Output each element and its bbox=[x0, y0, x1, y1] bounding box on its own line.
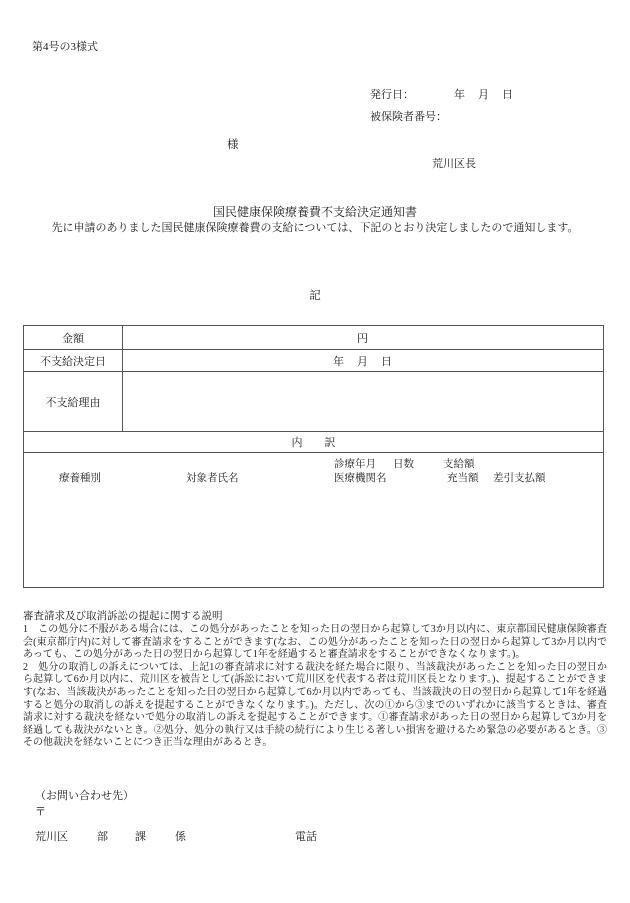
contact-ward: 荒川区 bbox=[35, 831, 68, 843]
decision-table bbox=[23, 325, 604, 588]
contact-section: 課 bbox=[135, 831, 146, 843]
contact-subsection: 係 bbox=[175, 831, 186, 843]
column-target-name: 対象者氏名 bbox=[186, 473, 239, 484]
breakdown-title: 内 訳 bbox=[24, 432, 603, 453]
issuer-name: 荒川区長 bbox=[432, 158, 476, 170]
contact-heading: （お問い合わせ先） bbox=[35, 790, 134, 802]
appeal-paragraph-1: 1 この処分に不服がある場合には、この処分があったことを知った日の翌日から起算して3か月以内に、東京都国民健康保険審査会(東京都庁内)に対して審査請求をすることができます(なお、この処分があったことを知った日の翌日から起算して3か月以内であっても、この処分があった日の翌日から起算して1年を経過すると審査請求をすることができなくなります。)。 bbox=[23, 624, 607, 661]
column-treatment-month: 診療年月 bbox=[334, 459, 376, 470]
appeal-heading: 審査請求及び取消訴訟の提起に関する説明 bbox=[23, 611, 223, 622]
issue-date-value: 年 月 日 bbox=[454, 89, 514, 101]
amount-value: 円 bbox=[357, 332, 369, 345]
appeal-explanation-block bbox=[23, 608, 607, 750]
amount-label: 金額 bbox=[24, 326, 123, 349]
contact-department: 部 bbox=[97, 831, 108, 843]
table-row-decision-date bbox=[24, 350, 603, 372]
table-row-reason bbox=[24, 372, 603, 432]
insured-number-label: 被保険者番号： bbox=[370, 111, 447, 123]
column-days: 日数 bbox=[393, 459, 414, 470]
column-medical-institution: 医療機関名 bbox=[334, 473, 387, 484]
reason-label: 不支給理由 bbox=[24, 372, 123, 431]
table-row-amount bbox=[24, 326, 603, 350]
reason-value bbox=[123, 372, 603, 431]
column-payment-amount: 支給額 bbox=[443, 459, 475, 470]
issue-date-label: 発行日： bbox=[370, 89, 414, 101]
postal-mark: 〒 bbox=[35, 806, 46, 818]
decision-date-label: 不支給決定日 bbox=[24, 350, 123, 371]
appeal-paragraph-2: 2 処分の取消しの訴えについては、上記1の審査請求に対する裁決を経た場合に限り、当該裁決があったことを知った日の翌日から起算して6か月以内に、荒川区を被告として(訴訟において荒川区を代表する者は荒川区長となります。)、提起することができます(なお、当該裁決があったことを知った日の翌日から起算して6か月以内であっても、当該裁決の日の翌日から起算して1年を経過すると処分の取消しの訴えを提起することができなくなります。)。ただし、次の①から③までのいずれかに該当するときは、審査請求に対する裁決を経ないで処分の取消しの訴えを提起することができます。①審査請求があった日の翌日から起算して3か月を経過しても裁決がないとき。②処分、処分の執行又は手続の続行により生じる著しい損害を避けるため緊急の必要があるとき。③その他裁決を経ないことにつき正当な理由があるとき。 bbox=[23, 661, 607, 749]
notice-body-text: 先に申請のありました国民健康保険療養費の支給については、下記のとおり決定しましたので通知します。 bbox=[51, 222, 579, 234]
contact-phone-label: 電話 bbox=[295, 831, 317, 843]
record-marker: 記 bbox=[309, 290, 321, 302]
column-appropriation-amount: 充当額 bbox=[447, 473, 479, 484]
issue-date-row bbox=[370, 86, 514, 102]
decision-date-value: 年 月 日 bbox=[333, 355, 393, 368]
column-net-payment: 差引支払額 bbox=[493, 473, 546, 484]
form-number: 第4号の3様式 bbox=[32, 41, 98, 53]
breakdown-detail-area bbox=[24, 453, 603, 586]
document-title: 国民健康保険療養費不支給決定通知書 bbox=[212, 205, 417, 219]
column-treatment-type: 療養種別 bbox=[59, 473, 101, 484]
addressee-honorific: 様 bbox=[227, 139, 239, 151]
